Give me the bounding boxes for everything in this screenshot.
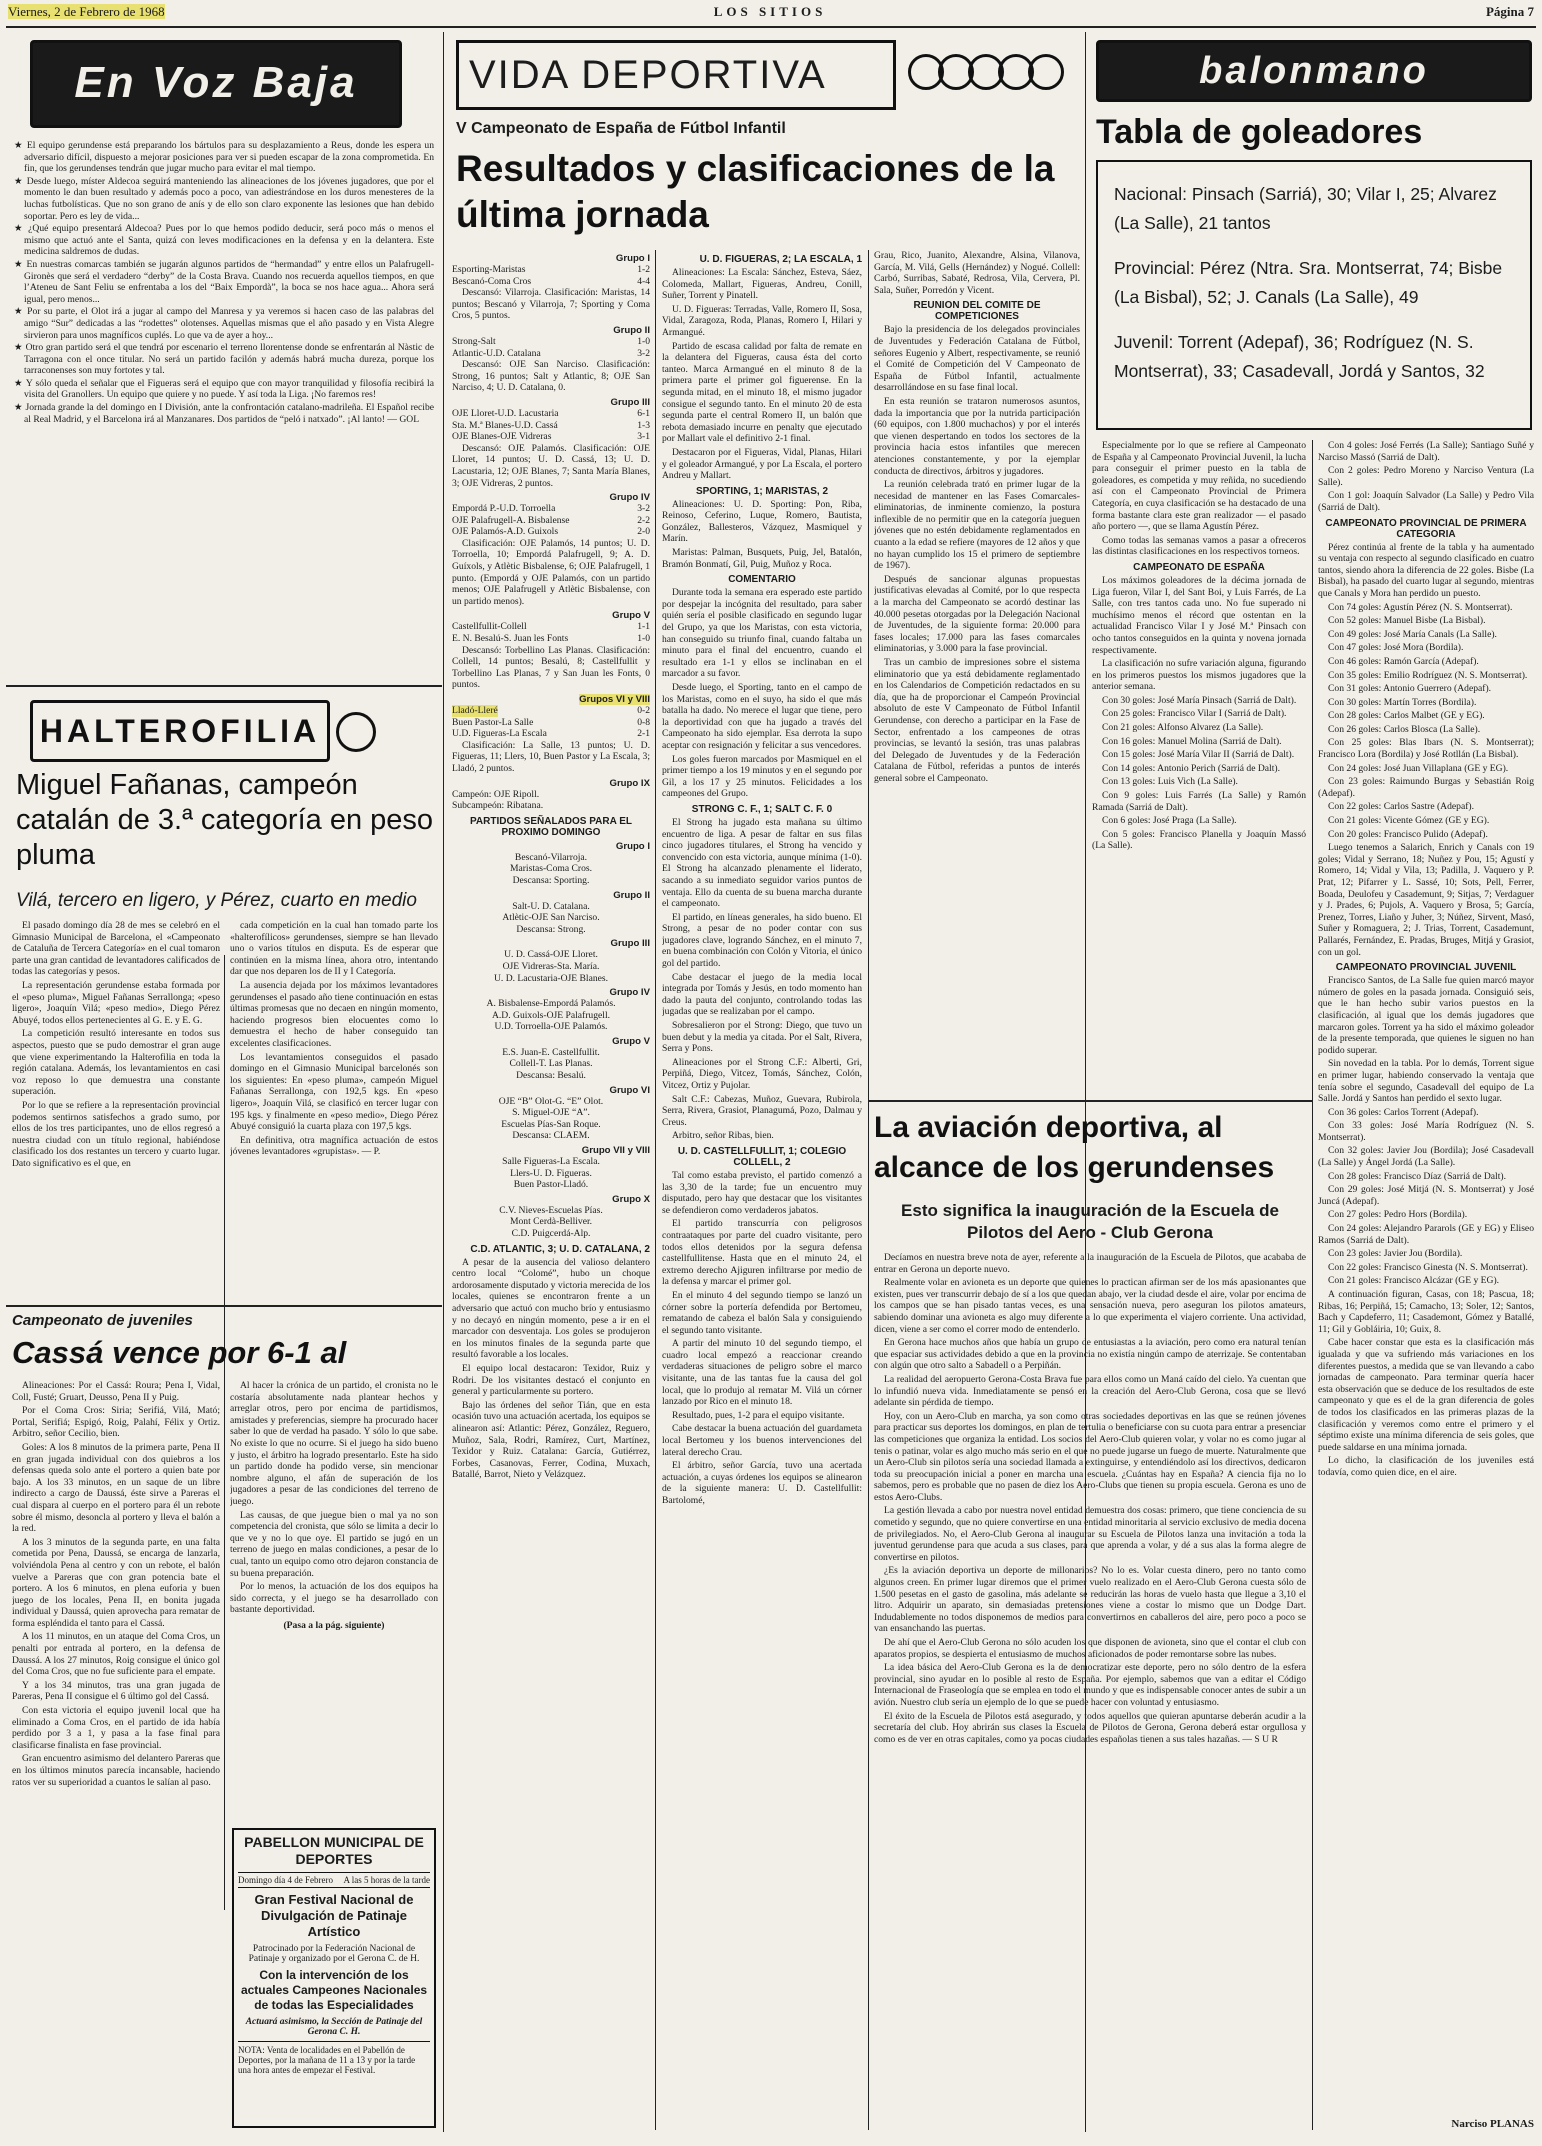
halterofilia-banner: HALTEROFILIA <box>30 700 330 762</box>
text-block: Grupo III <box>610 396 650 408</box>
partidos-title: PARTIDOS SEÑALADOS PARA EL PROXIMO DOMINGO <box>469 815 633 838</box>
result-row: Sta. M.ª Blanes-U.D. Cassá 1-3 <box>452 419 650 431</box>
header-rule <box>6 26 1536 28</box>
text-block: Realmente volar en avioneta es un deporte que quienes lo practican afirman ser de los más apasionantes que existen, pues ver transcurrir debajo de sí a los que quedan abajo, ver la ciudad desde el aire, volar por encima de los campos que se han pisado tantas veces, es una sensación nueva, pero aseguran los pilotos amateurs, sabiendo dominar una avioneta es algo muy diferente a lo que experimenta el viajero corriente. Una actividad, dicen, viene a ser como el correr modo de entenderlo. <box>874 1277 1306 1335</box>
vida-headline: Resultados y clasificaciones de la última jornada <box>456 148 1055 235</box>
text-block: La realidad del aeropuerto Gerona-Costa Brava fue para ellos como un Maná caído del cielo. Ya cuentan que lo infundió nueva vida. Inmediatamente se pensó en la creación del Aero-Club Gerona, cosa que se llevó adelante sin pérdida de tiempo. <box>874 1373 1306 1409</box>
section-rule <box>6 1305 442 1307</box>
text-block: Grupo V <box>612 610 650 622</box>
text-block: Por el Coma Cros: Siria; Serifiá, Vilá, Mató; Portal, Serifiá; Espigó, Roig, Palahí, Félix y Ortiz. Arbitro, señor Cecilio, bien. <box>12 1405 220 1440</box>
voz-item: ★ Otro gran partido será el que tendrá por escenario el terreno llorentense donde se enfrentarán al Nàstic de Tarragona con el once titular. No será un partido facilón y además habrá mucha dureza, porque los tarraconenses son muy fortotes y tal. <box>14 342 434 377</box>
text-block: Con 23 goles: Javier Jou (Bordila). <box>1328 1248 1463 1260</box>
text-block: En esta reunión se trataron numerosos asuntos, dada la importancia que por la nutrida participación (60 equipos, con 1.800 muchachos) y por el interés que vienen despertando en todos los sectores de la provincia hacia estos infantiles que merecen atenciones constantemente, y por la ejemplar conducta de directivos, árbitros y jugadores. <box>874 395 1080 477</box>
voz-item: ★ ¿Qué equipo presentará Aldecoa? Pues por lo que hemos podido deducir, será poco más o menos el mismo que actuó ante el Santa, quizá con leves modificaciones en la defensa y en la delantera. Este medicina saldremos de dudas. <box>14 223 434 258</box>
text-block: La reunión celebrada trató en primer lugar de la necesidad de mantener en las Fases Comarcales-eliminatorias, de inminente comienzo, la postura inflexible de no permitir que en la categoría jueguen jóvenes que no estén debidamente reglamentados en cuanto a la edad se refiere (mayores de 12 años y que no hayan cumplido los 15 el primero de septiembre de 1967). <box>874 479 1080 572</box>
text-block: Con 20 goles: Francisco Pulido (Adepaf). <box>1328 828 1488 840</box>
text-block: El partido, en líneas generales, ha sido bueno. El Strong, a pesar de no poder contar con sus jugadores clave, logrando Sánchez, en el minuto 7, en buena combinación con Colón y Vitoria, el único gol del partido. <box>662 911 862 970</box>
result-row: OJE Palafrugell-A. Bisbalense 2-2 <box>452 514 650 526</box>
text-block: Con 74 goles: Agustín Pérez (N. S. Montserrat). <box>1328 601 1513 613</box>
text-block: Con 29 goles: José Mitjá (N. S. Montserrat) y José Juncá (Adepaf). <box>1318 1184 1534 1207</box>
text-block: A.D. Guixols-OJE Palafrugell. <box>491 1009 611 1021</box>
figueras-title: U. D. FIGUERAS, 2; LA ESCALA, 1 <box>699 254 862 265</box>
text-block: Descansa: CLAEM. <box>512 1130 590 1142</box>
section-rule <box>868 1100 1312 1102</box>
text-block: Con 35 goles: Emilio Rodríguez (N. S. Montserrat). <box>1328 669 1528 681</box>
text-block: Grupo I <box>615 840 650 852</box>
signature: Narciso PLANAS <box>1451 2118 1534 2130</box>
text-block: Con 6 goles: José Praga (La Salle). <box>1102 815 1237 827</box>
text-block: U. D. Cassá-OJE Lloret. <box>504 949 598 961</box>
text-block: Tras un cambio de impresiones sobre el sistema eliminatorio que ya está debidamente reglamentado en los Calendarios de Competición redactados en su día, que ha de proporcionar el Campeón Provincial absoluto de este V Campeonato de Fútbol Infantil Gerundense, con derecho a participar en la Fase de Sector, enfrentado a los campeones de otras provincias, se levantó la sesión, tras unas palabras del Delegado de Juventudes y de la Federación Catalana de Fútbol, referidas a puntos de interés general sobre el Campeonato. <box>874 657 1080 784</box>
text-block: Cabe hacer constar que esta es la clasificación más igualada y que va sufriendo más variaciones en los diferentes puestos, a medida que se van llevando a cabo jornadas de campeonato. Para terminar quería hacer esta observación que se deduce de los resultados de este campeonato y que es el de la gran diferencia de goles de todos los clasificados en las primeras plazas de la clasificación y veremos como entre el primero y el séptimo existe una mínima diferencia de seis goles, que puede saldarse en una mínima jornada. <box>1318 1337 1534 1453</box>
voz-item: ★ El equipo gerundense está preparando los bártulos para su desplazamiento a Reus, donde les espera un adversario difícil, dispuesto a mejorar posiciones para ver si pueden escapar de la zona comprometida. En fin, que los gerundenses tendrán que jugar mucho para evitar el mal tiempo. <box>14 140 434 175</box>
text-block: Con esta victoria el equipo juvenil local que ha eliminado a Coma Cros, en el partido de ida había perdido por 3 a 1, y pasa a la fase final para clasificarse finalista en fase provincial. <box>12 1705 220 1751</box>
result-row: Bescanó-Coma Cros 4-4 <box>452 275 650 287</box>
result-row: Atlantic-U.D. Catalana 3-2 <box>452 347 650 359</box>
text-block: A los 11 minutos, en un ataque del Coma Cros, un penalti por entrada al portero, en la defensa de Daussá. A los 27 minutos, Roig consigue el único gol del Coma Cros, que no fue suficiente para el empate. <box>12 1631 220 1678</box>
text-block: Con 30 goles: Martín Torres (Bordila). <box>1328 696 1477 708</box>
balonmano-banner: balonmano <box>1096 40 1532 102</box>
section-rule <box>6 685 442 687</box>
header-page-number: Página 7 <box>1485 4 1534 19</box>
text-block: Descansa: Besalú. <box>516 1070 586 1082</box>
text-block: Con 5 goles: Francisco Planella y Joaquín Massó (La Salle). <box>1092 828 1306 852</box>
text-block: U. D. Lacustaria-OJE Blanes. <box>493 972 609 984</box>
text-block: Con 22 goles: Carlos Sastre (Adepaf). <box>1328 801 1475 813</box>
text-block: En Gerona hace muchos años que había un grupo de entusiastas a la aviación, pero como era natural tenían que espaciar sus actividades debido a que en la provincia no existía ningún campo de aterrizaje. Se contentaban con algún que otro salto a Sabadell o a Perpiñán. <box>874 1337 1306 1372</box>
voz-item: ★ Jornada grande la del domingo en I División, ante la confrontación catalano-madrileña. El Español recibe al Real Madrid, y el Barcelona irá al Manzanares. Dos partidos de “peló i natxado”. ¡Al lanto! — GOL <box>14 402 434 425</box>
results-column <box>452 250 650 2140</box>
voz-item: ★ Desde luego, míster Aldecoa seguirá manteniendo las alineaciones de los jóvenes jugadores, que por el momento le dan buen resultado y además poco a poco, van adiestrándose en los duros menesteres de la luchas futbolísticas. Que no son grano de anís y de ello son claro exponente las lesiones que han debido soportar. Pero es ley de vida... <box>14 175 434 222</box>
aviacion-text <box>874 1252 1306 2132</box>
text-block: Alineaciones por el Strong C.F.: Alberti, Gri, Perpiñá, Diego, Vitcez, Tomás, Sánchez, Colón, Vitcez, Ortiz y Pujolar. <box>662 1056 862 1091</box>
text-block: Grau, Rico, Juanito, Alexandre, Alsina, Vilanova, García, M. Vilá, Gells (Hernández) y Nogué. Collell: Carbó, Surribas, Sabaté, Redrosa, Vila, Cervera, Pl. Sala, Suñer, Porredón y Vicent. <box>874 250 1080 296</box>
text-block: Con 25 goles: Blas Ibars (N. S. Montserrat); Francisco Lora (Bordila) y José Rotllán (La Bisbal). <box>1318 737 1534 761</box>
text-block: La clasificación no sufre variación alguna, figurando en los primeros puestos los mismos jugadores que la anterior semana. <box>1092 658 1306 693</box>
voz-item: ★ Por su parte, el Olot irá a jugar al campo del Manresa y ya veremos si hacen caso de las palabras del amigo “Sur” dedicadas a las “rodettes” olotenses. Aquellas mismas que el año pasado y en Vista Alegre sirvieron para unos magníficos cuplés. Lo que va de ayer a hoy... <box>14 306 434 341</box>
text-block: Arbitro, señor Ribas, bien. <box>672 1130 774 1142</box>
text-block: OJE “B” Olot-G. “E” Olot. <box>498 1095 604 1107</box>
text-block: Con 24 goles: Alejandro Pararols (GE y EG) y Eliseo Ramos (Sarriá de Dalt). <box>1318 1223 1534 1246</box>
text-block: Salt-U. D. Catalana. <box>512 900 590 912</box>
juveniles-kicker: Campeonato de juveniles <box>12 1312 193 1329</box>
text-block: El Strong ha jugado esta mañana su último encuentro de liga. A pesar de faltar en sus filas cinco jugadores titulares, el Strong ha vencido y convencido con esta victoria, aunque mínima (1-0). El Strong ha alcanzado plenamente el liderato, sacando a su inmediato seguidor varios puntos de ventaja. Ello da cuenta de su buena marcha durante el campeonato. <box>662 816 862 910</box>
text-block: Escuelas Pías-San Roque. <box>501 1118 601 1130</box>
goleadores-headline: Tabla de goleadores <box>1096 113 1423 151</box>
text-block: Sin novedad en la tabla. Por lo demás, Torrent sigue en primer lugar, habiendo conservado la ventaja que tenía sobre el segundo, Casadevall del equipo de La Salle. Jordá y Santos han perdido el sexto lugar. <box>1318 1058 1534 1105</box>
balonmano-left-column <box>1092 440 1306 1090</box>
text-block: Grupo II <box>613 889 650 901</box>
vida-deportiva-banner: VIDA DEPORTIVA <box>456 40 896 110</box>
text-block: En definitiva, otra magnífica actuación de estos jóvenes levantadores «grupistas». — P. <box>230 1134 438 1158</box>
result-row: OJE Lloret-U.D. Lacustaria 6-1 <box>452 407 650 419</box>
text-block: La gestión llevada a cabo por nuestra novel entidad demuestra dos cosas: primero, que tiene conciencia de su cometido y segundo, que no quiere convertirse en una entidad minoritaria al servicio exclusivo de media docena de privilegiados. No, el Aero-Club Gerona al inaugurar su Escuela de Pilotos lanza una invitación a toda la juventud gerundense para que acuda a sus clases, para que aprenda a volar, y dé a sus alas la forma alegre de convertirse en pilotos. <box>874 1505 1306 1563</box>
text-block: Como todas las semanas vamos a pasar a ofreceros las distintas clasificaciones en los respectivos torneos. <box>1092 534 1306 558</box>
column-rule <box>1312 440 1313 2130</box>
halter-text-right <box>230 920 438 1300</box>
text-block: Desde luego, el Sporting, tanto en el campo de los Maristas, como en el suyo, ha sido el que más batalla ha dado. No merece el lugar que tiene, pero la deportividad con que ha jugado a través del Campeonato ha sido ejemplar. Esa derrota la supo aceptar con resignación y felicitar a sus vencedores. <box>662 682 862 751</box>
text-block: Con 16 goles: Manuel Molina (Sarriá de Dalt). <box>1102 735 1282 747</box>
text-block: Clasificación: La Salle, 13 puntos; U. D. Figueras, 11; Llers, 10, Buen Pastor y La Escala, 3; Lladó, 2 puntos. <box>452 739 650 774</box>
text-block: Con 15 goles: José María Vilar II (Sarriá de Dalt). <box>1102 749 1295 761</box>
voz-item: ★ En nuestras comarcas también se jugarán algunos partidos de “hermandad” y entre ellos un Palafrugell-Gironès que será el verdadero “derby” de la Costa Brava. Cuando nos recuerda aquellos tiempos, en que l’Ateneu de Sant Feliu se enfrentaba a los del “Baix Empordà”, la boca se nos hace agua... Ahora será igual, pero menos... <box>14 258 434 305</box>
en-voz-baja-banner: En Voz Baja <box>30 40 402 128</box>
match-reports-column <box>662 250 862 2140</box>
goleadores-box: Nacional: Pinsach (Sarriá), 30; Vilar I, 25; Alvarez (La Salle), 21 tantos Provincial: Pérez (Ntra. Sra. Montserrat, 74; Bisbe (La Bisbal), 52; J. Canals (La Salle), 49 Juvenil: Torrent (Adepaf), 36; Rodríguez (N. S. Montserrat), 33; Casadevall, Jordá y Santos, 32 <box>1096 160 1532 430</box>
text-block: Con 52 goles: Manuel Bisbe (La Bisbal). <box>1328 615 1486 627</box>
text-block: Grupo IV <box>609 492 650 504</box>
juveniles-headline: Cassá vence por 6-1 al <box>12 1335 347 1370</box>
text-block: A partir del minuto 10 del segundo tiempo, el cuadro local empezó a reaccionar creando verdaderas situaciones de peligro sobre el marco visitante, una de las tantas fue la causa del gol local, que lo produjo al rematar M. Vilá un córner lanzado por Rico en el minuto 18. <box>662 1338 862 1408</box>
text-block: Partido de escasa calidad por falta de remate en la delantera del Figueras, causa ésta del corto tanteo. Marca Armangué en el minuto 8 de la primera parte el primer gol figuerense. En la segunda mitad, en el minuto 18, el mismo jugador consigue el segundo tanto. En el minuto 20 de esta segunda parte el central Romero II, un balón que rebota demasiado incurre en penalty que ejecutado por Mallart vale el definitivo 2-1 final. <box>662 340 862 445</box>
atlantic-title: C.D. ATLANTIC, 3; U. D. CATALANA, 2 <box>470 1243 650 1255</box>
halter-text-left <box>12 920 220 1300</box>
text-block: Los máximos goleadores de la décima jornada de Liga fueron, Vilar I, del Sant Boi, y Luis Farrés, de La Salle, con tres tantos cada uno. No fue superado ni muchísimo menos el récord que ostentan en la actualidad Francisco Vilar I y José M.ª Pinsach con ocho tantos conseguidos en la quinta y novena jornada respectivamente. <box>1092 574 1306 656</box>
header-paper-name: LOS SITIOS <box>713 4 827 19</box>
text-block: Con 22 goles: Francisco Ginesta (N. S. Montserrat). <box>1328 1261 1528 1273</box>
text-block: Clasificación: OJE Palamós, 14 puntos; U. D. Torroella, 10; Empordá Palafrugell, 9; A. D. Guíxols, y Atlètic Bisbalense, 6; OJE Palafrugell, 1 punto. (Empordá y OJE Palamós, con un partido menos; OJE Palafrugell y Atlètic Bisbalense, con un partido menos). <box>452 537 650 607</box>
text-block: Grupo IX <box>609 777 650 789</box>
text-block: De ahí que el Aero-Club Gerona no sólo acuden los que disponen de avioneta, sino que el contar el club con aparatos propios, se despierta el entusiasmo de muchos aficionados de poder remontarse sobre las nubes. <box>874 1637 1306 1660</box>
text-block: El partido transcurría con peligrosos contraataques por parte del cuadro visitante, pero todos ellos detenidos por la segura defensa castellfullitense. Hasta que en el minuto 24, el extremo derecho Ajiguren infiltrarse por medio de la defensa y marcar el primer gol. <box>662 1218 862 1288</box>
text-block: Con 21 goles: Alfonso Alvarez (La Salle). <box>1102 722 1264 734</box>
text-block: Después de sancionar algunas propuestas justificativas elevadas al Comité, por lo que respecta a la marcha del Campeonato se acordó destinar las 40.000 pesetas otorgadas por la Delegación Nacional de Juventudes, de la siguiente forma: 20.000 para fases locales; 17.000 para las fases comarcales eliminatorias, y 3.000 para la fase provincial. <box>874 573 1080 655</box>
text-block: Con 28 goles: Francisco Díaz (Sarriá de Dalt). <box>1328 1170 1506 1182</box>
voz-item: ★ Y sólo queda el señalar que el Figueras será el equipo que con mayor tranquilidad y filosofía recibirá la visita del Granollers. Un equipo que quiere y no puede. Y así toda la Liga. ¡No faremos res! <box>14 377 434 401</box>
result-row: Esporting-Maristas 1-2 <box>452 264 650 275</box>
text-block: Salt C.F.: Cabezas, Muñoz, Guevara, Rubirola, Serra, Rivera, Grasiot, Planagumá, Pozo, Dalmau y Creus. <box>662 1093 862 1128</box>
text-block: Grupos VI y VIII <box>579 694 650 705</box>
text-block: Grupo IV <box>609 987 650 999</box>
text-block: Al hacer la crónica de un partido, el cronista no le costaría absolutamente nada plantear hechos y arreglar otros, pero por encima de partidismos, amistades y preferencias, siempre ha procurado hacer saber lo que de verdad ha pasado. Y sólo lo que sabe. No existe lo que no ocurre. Si el juego ha sido bueno y justo, el árbitro ha logrado presentarlo. Este ha sido un partido donde ha podido verse, sin mencionar nombre alguno, el afán de superación de los jugadores a pesar de las condiciones del terreno de juego. <box>230 1380 438 1507</box>
text-block: Con 31 goles: Antonio Guerrero (Adepaf). <box>1328 683 1492 695</box>
text-block: Con 1 gol: Joaquín Salvador (La Salle) y Pedro Vila (Sarriá de Dalt). <box>1318 490 1534 513</box>
result-row: Buen Pastor-La Salle 0-8 <box>452 716 650 728</box>
text-block: Con 21 goles: Vicente Gómez (GE y EG). <box>1328 815 1490 827</box>
text-block: Lo dicho, la clasificación de los juveniles está todavía, como quien dice, en el aire. <box>1318 1455 1534 1478</box>
text-block: Bescanó-Vilarroja. <box>514 851 588 863</box>
juveniles-text-right <box>230 1380 438 1820</box>
patinaje-advertisement: PABELLON MUNICIPAL DE DEPORTES Domingo día 4 de Febrero A las 5 horas de la tarde Gran Festival Nacional de Divulgación de Patinaje Artístico Patrocinado por la Federación Nacional de Patinaje y organizado por el Gerona C. de H. Con la intervención de los actuales Campeones Nacionales de todas las Especialidades Actuará asimismo, la Sección de Patinaje del Gerona C. H. NOTA: Venta de localidades en el Pabellón de Deportes, por la mañana de 11 a 13 y por la tarde una hora antes de empezar el Festival. <box>232 1828 436 2128</box>
text-block: Atlètic-OJE San Narciso. <box>502 912 600 924</box>
text-block: Con 27 goles: Pedro Hors (Bordila). <box>1328 1209 1468 1221</box>
text-block: Alineaciones: La Escala: Sánchez, Esteva, Sáez, Colomeda, Mallart, Figueras, Andreu, Conill, Suñer, Torrent y Pinatell. <box>662 267 862 302</box>
text-block: Subcampeón: Ribatana. <box>452 800 544 812</box>
text-block: ¿Es la aviación deportiva un deporte de millonarios? No lo es. Volar cuesta dinero, pero no tanto como algunos creen. En primer lugar diremos que el primer vuelo realizado en el Aero-Club Gerona cuesta sólo de 1.500 pesetas en el gasto de gasolina, más adelante se reducirán las horas de vuelo hasta que llegue a 3,10 el litro. Adquirir un aparato, sin demasiadas pretensiones viene a costar lo mismo que un Dodge Dart. Indudablemente no todos disponemos de medios para convertirnos en caballeros del aire, pero poco a poco se van ensanchando las puertas. <box>874 1565 1306 1635</box>
text-block: Con 24 goles: José Juan Villaplana (GE y EG). <box>1328 762 1509 774</box>
text-block: Francisco Santos, de La Salle fue quien marcó mayor número de goles en la pasada jornada. Consiguió seis, que le han hecho subir varios puestos en la clasificación, al igual que los demás jugadores que marcaron goles. Torrent ya ha sido el máximo goleador de la presente temporada, que quienes le siguen no han podido superar. <box>1318 975 1534 1056</box>
espana-title: CAMPEONATO DE ESPAÑA <box>1133 561 1265 573</box>
text-block: Especialmente por lo que se refiere al Campeonato de España y al Campeonato Provincial Juvenil, la lucha para conseguir el primer puesto en la tabla de goleadores, es competida y muy reñida, no sucediendo así con el Campeonato Provincial de Primera Categoría, en cuya clasificación se ha destacado de una forma bastante clara este gran realizador — el pasado año portero —, que se llama Agustín Pérez. <box>1092 440 1306 533</box>
halter-subhead: Vilá, tercero en ligero, y Pérez, cuarto en medio <box>16 890 417 911</box>
text-block: Con 23 goles: Raimundo Burgas y Sebastián Roig (Adepaf). <box>1318 776 1534 799</box>
text-block: Collell-T. Las Planas. <box>509 1058 593 1070</box>
text-block: Descansó: OJE Palamós. Clasificación: OJE Lloret, 14 puntos; U. D. Cassá, 13; U. D. Lacustaria, 12; OJE Blanes, 7; Santa María Blanes, 3; OJE Vidreras, 2 puntos. <box>452 442 650 489</box>
text-block: La competición resultó interesante en todos sus aspectos, puesto que se pudo demostrar el gran auge que viene experimentando la Halterofilia en toda la región catalana. Además, los levantamientos en casi voz reposo lo que demuestra una constante superación. <box>12 1028 220 1098</box>
text-block: U. D. Figueras: Terradas, Valle, Romero II, Sosa, Vidal, Zaragoza, Roda, Planas, Romero I, Hilari y Armangué. <box>662 303 862 338</box>
text-block: A. Bisbalense-Empordá Palamós. <box>486 998 616 1010</box>
sporting-title: SPORTING, 1; MARISTAS, 2 <box>695 485 829 497</box>
text-block: Por lo que se refiere a la representación provincial podemos sentirnos satisfechos a grado sumo, por ellos de los tres participantes, uno de ellos regresó a nuestra ciudad con un título regional, habiéndose clasificado los dos restantes un tercero y cuarto lugar. Dato significativo es el que, en <box>12 1099 220 1169</box>
text-block: Con 2 goles: Pedro Moreno y Narciso Ventura (La Salle). <box>1318 465 1534 488</box>
text-block: Con 32 goles: Javier Jou (Bordila); José Casadevall (La Salle) y Ángel Jordá (La Salle). <box>1318 1145 1534 1169</box>
text-block: Descansó: Vilarroja. Clasificación: Maristas, 14 puntos; Bescanó y Vilarroja, 7; Sporting y Coma Cros, 5 puntos. <box>452 287 650 322</box>
text-block: La idea básica del Aero-Club Gerona es la de democratizar este deporte, pero no sólo dentro de la esfera provincial, sino ayudar en lo posible al resto de España. Por ejemplo, sabemos que van a editar el Código Internacional de Fraseología que se emplea en todo el mundo y que es indispensable conocer antes de subir a un avión. Nuestro club sería un ejemplo de lo que se puede hacer con voluntad y entusiasmo. <box>874 1662 1306 1708</box>
text-block: Con 14 goles: Antonio Perich (Sarriá de Dalt). <box>1102 762 1280 774</box>
text-block: Grupo V <box>612 1035 650 1047</box>
text-block: Con 30 goles: José María Pinsach (Sarriá de Dalt). <box>1102 694 1297 706</box>
result-row: U.D. Figueras-La Escala 2-1 <box>452 728 650 740</box>
text-block: Descansa: Sporting. <box>512 874 590 886</box>
text-block: Durante toda la semana era esperado este partido por despejar la incógnita del resultado, para saber quién sería el posible clasificado en segundo lugar del Grupo, ya que los Maristas, con esta victoria, han conseguido su triunfo final, cuando faltaba un minuto para el final del encuentro, cuando el resultado era 1-1 y ellos se inclinaban en el marcador a su favor. <box>662 587 862 680</box>
text-block: Decíamos en nuestra breve nota de ayer, referente a la inauguración de la Escuela de Pilotos, que acababa de entrar en Gerona un deporte nuevo. <box>874 1252 1306 1275</box>
text-block: S. Miguel-OJE “A”. <box>512 1107 590 1119</box>
column-rule <box>655 250 656 2130</box>
text-block: Cabe destacar el juego de la media local integrada por Tomás y Jesús, en todo momento han dado la pauta del conjunto, controlando todas las jugadas que se realizaban por el campo. <box>662 971 862 1018</box>
text-block: OJE Vidreras-Sta. María. <box>502 960 600 972</box>
vida-kicker: V Campeonato de España de Fútbol Infantil <box>456 120 786 137</box>
result-row: Empordá P.-U.D. Torroella 3-2 <box>452 503 650 515</box>
text-block: C.V. Nieves-Escuelas Pías. <box>499 1204 603 1216</box>
text-block: Alineaciones: U. D. Sporting: Pon, Riba, Reinoso, Ceferino, Luque, Romero, Bautista, González, Ballesteros, Vázquez, Masmiquel y Marín. <box>662 498 862 545</box>
strong-title: STRONG C. F., 1; SALT C. F. 0 <box>691 803 833 815</box>
text-block: El pasado domingo día 28 de mes se celebró en el Gimnasio Municipal de Barcelona, el «Campeonato de Cataluña de Tercera Categoría» en el cual tomaron parte una gran cantidad de levantadores calificados de todas las categorías y pesos. <box>12 920 220 978</box>
balonmano-right-column <box>1318 440 1534 2140</box>
text-block: Pérez continúa al frente de la tabla y ha aumentado su ventaja con respecto al segundo clasificado en cuatro tantos, siendo ahora la diferencia de 22 goles. Bisbe (La Bisbal), ha pasado del cuarto lugar al segundo, mientras que Canals y Mora han perdido un puesto. <box>1318 541 1534 599</box>
text-block: Goles: A los 8 minutos de la primera parte, Pena II en gran jugada individual con dos quiebros a los defensas queda solo ante el portero a quien bate por bajo. A los 33 minutos, en un saque de un libre indirecto a cargo de Daussá, éste sirve a Pareras el cual dispara al cuerpo en el portero para él un rebote sobre él mismo, desoncla al portero y lleva el balón a la red. <box>12 1441 220 1535</box>
text-block: Con 26 goles: Carlos Blosca (La Salle). <box>1328 723 1481 735</box>
text-block: Buen Pastor-Lladó. <box>513 1179 589 1191</box>
text-block: Maristas-Coma Cros. <box>509 863 593 875</box>
text-block: A continuación figuran, Casas, con 18; Pascua, 18; Ribas, 16; Perpiñá, 15; Camacho, 13; Soler, 12; Santos, Bach y Capdeferro, 11; Casademont, Gómez y Batallé, 11; Gil y Gobláiria, 10; Guix, 8. <box>1318 1289 1534 1335</box>
text-block: Grupo X <box>612 1193 650 1205</box>
text-block: La ausencia dejada por los máximos levantadores gerundenses el pasado año tiene continuación en estas últimas promesas que no decaen en ningún momento, haciendo progresos bien elocuentes como lo demuestra el hecho de haber conseguido tan excelentes clasificaciones. <box>230 979 438 1049</box>
text-block: Grupo VI <box>609 1084 650 1096</box>
text-block: Gran encuentro asimismo del delantero Pareras que en los últimos minutos parecía incansable, haciendo ratos ver su superioridad a cuantos le salían al paso. <box>12 1753 220 1788</box>
text-block: Cabe destacar la buena actuación del guardameta local Bertomeu y los buenos intervenciones del lateral derecho Crau. <box>662 1423 862 1458</box>
text-block: Llers-U. D. Figueras. <box>510 1167 592 1179</box>
text-block: Los goles fueron marcados por Masmiquel en el primer tiempo a los 19 minutos y en el segundo por Gil, a los 17 y 25 minutos. Felicidades a los campeones del Grupo. <box>662 753 862 800</box>
text-block: Sobresalieron por el Strong: Diego, que tuvo un buen debut y la media ya citada. Por el Salt, Rivera, Serra y Pons. <box>662 1020 862 1055</box>
comentario-title: COMENTARIO <box>728 574 796 586</box>
text-block: Con 28 goles: Carlos Malbet (GE y EG). <box>1328 710 1485 722</box>
text-block: Resultado, pues, 1-2 para el equipo visitante. <box>672 1409 845 1421</box>
olympic-rings-icon <box>908 54 1064 95</box>
result-row: Strong-Salt 1-0 <box>452 335 650 347</box>
competiciones-column <box>874 250 1080 1090</box>
text-block: Mont Cerdà-Belliver. <box>509 1216 593 1228</box>
text-block: Grupo III <box>610 938 650 950</box>
text-block: E.S. Juan-E. Castellfullit. <box>502 1046 600 1058</box>
text-block: C.D. Puigcerdá-Alp. <box>511 1228 591 1239</box>
result-row: Lladó-Lleré 0-2 <box>452 705 650 716</box>
text-block: Con 9 goles: Luis Farrés (La Salle) y Ramón Ramada (Sarriá de Dalt). <box>1092 790 1306 813</box>
text-block: El equipo local destacaron: Texidor, Ruiz y Rodri. De los visitantes destacó el conjunto en general y particularmente su portero. <box>452 1362 650 1398</box>
text-block: Con 4 goles: José Ferrés (La Salle); Santiago Suñé y Narciso Massó (Sarriá de Dalt). <box>1318 440 1534 463</box>
en-voz-baja-body <box>14 140 434 680</box>
column-rule <box>224 1560 225 1910</box>
primera-title: CAMPEONATO PROVINCIAL DE PRIMERA CATEGORIA <box>1325 517 1527 540</box>
text-block: Maristas: Palman, Busquets, Puig, Jel, Batalón, Bramón Bonmatí, Gil, Puig, Muñoz y Roca. <box>662 547 862 570</box>
text-block: Luego tenemos a Salarich, Enrich y Canals con 19 goles; Vidal y Serrano, 18; Nuñez y Pou, 15; Agustí y Romero, 14; Vidal y Vila, 13; Padilla, J. Vaquero y P. Prat, 12; Pifarrer y L. Sassé, 10; Sots, Pell, Ferrer, Boada, Deulofeu y Casademunt, 9; Sitjas, 7; Verdaguer y J. Prades, 6; Pujols, A. Vaquero y Brosa, 5; García, Prenez, Torres, Liaño y Juher, 3; Núñez, Sirvent, Masó, Suñer y Romaguera, 2; J. Trias, Torrent, Casademunt, Pallarés, Fernández, E. Pradas, Bruges, Mitjá y Grasiot, con un gol. <box>1318 842 1534 958</box>
text-block: Por lo menos, la actuación de los dos equipos ha sido correcta, y el juego se ha desarrollado con bastante deportividad. <box>230 1581 438 1616</box>
text-block: Y a los 34 minutos, tras una gran jugada de Pareras, Pena II consigue el 6 último gol del Cassá. <box>12 1679 220 1703</box>
text-block: En el minuto 4 del segundo tiempo se lanzó un córner sobre la portería defendida por Bertomeu, rematando de cabeza el balón Sala y consiguiendo el segundo tanto visitante. <box>662 1289 862 1336</box>
text-block: El éxito de la Escuela de Pilotos está asegurado, y todos aquellos que quieran apuntarse deberán acudir a la secretaría del club. Hoy abrirán sus clases la Escuela de Pilotos de Gerona, Gerona deberá estar orgullosa y como es de ver en otras capitales, como ya pocas ciudades españolas tienen a sus tales hazañas. — S U R <box>874 1710 1306 1745</box>
aviacion-headline: La aviación deportiva, al alcance de los gerundenses <box>874 1111 1275 1184</box>
text-block: U.D. Torroella-OJE Palamós. <box>494 1021 608 1033</box>
text-block: Con 21 goles: Francisco Alcázar (GE y EG). <box>1328 1275 1500 1287</box>
castellfullit-title: U. D. CASTELLFULLIT, 1; COLEGIO COLLELL, 2 <box>677 1145 847 1168</box>
text-block: Descansó: Torbellino Las Planas. Clasificación: Collell, 14 puntos; Besalú, 8; Castellfullit y Torbellino Las Planas, 7 y San Juan les Fonts, 0 puntos. <box>452 644 650 691</box>
text-block: Grupo I <box>615 253 650 264</box>
text-block: Con 36 goles: Carlos Torrent (Adepaf). <box>1328 1106 1479 1118</box>
text-block: A pesar de la ausencia del valioso delantero centro local “Colomé”, hubo un choque ardorosamente disputado y victoria merecida de los locales, quienes se encontraron frente a un adversario que actuó con mucho brío y entusiasmo y no decayó en ningún momento, pese a ir en el marcador con desventaja. Los goles se produjeron en los minutos finales de la segunda parte que resultó favorable a los locales. <box>452 1256 650 1361</box>
text-block: Los levantamientos conseguidos el pasado domingo en el Gimnasio Municipal barcelonés son los siguientes: En «peso pluma», campeón Miguel Fañanas Serrallonga, con 192,5 kgs. En «peso ligero», Joaquín Vilá, se clasificó en tercer lugar con 195 kgs. y finalmente en «peso medio», Diego Pérez Abuyé consiguió la cuarta plaza con 197,5 kgs. <box>230 1051 438 1133</box>
aviacion-subhead: Esto significa la inauguración de la Escuela de Pilotos del Aero - Club Gerona <box>901 1201 1279 1242</box>
text-block: Tal como estaba previsto, el partido comenzó a las 3,30 de la tarde; fue un encuentro muy disputado, pero hay que destacar que los visitantes se defendieron como verdaderos jabatos. <box>662 1169 862 1216</box>
text-block: Grupo II <box>613 324 650 336</box>
continued-note: (Pasa a la pág. siguiente) <box>283 1619 385 1631</box>
text-block: Alineaciones: Por el Cassá: Roura; Pena I, Vidal, Coll, Fusté; Gruart, Deusso, Pena II y Puig. <box>12 1380 220 1403</box>
text-block: Grupo VII y VIII <box>581 1145 650 1157</box>
column-rule <box>868 250 869 2130</box>
text-block: Campeón: OJE Ripoll. <box>452 788 540 800</box>
text-block: Con 47 goles: José Mora (Bordila). <box>1328 642 1464 654</box>
text-block: Bajo la presidencia de los delegados provinciales de Juventudes y Federación Catalana de Fútbol, señores Eugenio y Albert, respectivamente, se reunió el Comité de Competición del V Campeonato de España de Fútbol Infantil, actualmente desarrollándose en su fase final local. <box>874 324 1080 394</box>
text-block: Bajo las órdenes del señor Tián, que en esta ocasión tuvo una actuación acertada, los equipos se alinearon así: Atlantic: Pérez, González, Reguero, Muñoz, Sala, Rodri, Ramírez, Curt, Martínez, Texidor y Ruiz. Catalana: García, Gutiérrez, Forbes, Casanovas, Ferrer, Codina, Muxach, Batallé, Barrot, Nieto y Velázquez. <box>452 1399 650 1481</box>
column-rule <box>443 32 444 2132</box>
header-date: Viernes, 2 de Febrero de 1968 <box>8 4 165 19</box>
text-block: Con 46 goles: Ramón García (Adepaf). <box>1328 655 1479 667</box>
text-block: Descansa: Strong. <box>516 923 586 935</box>
result-row: Castellfullit-Collell 1-1 <box>452 621 650 633</box>
text-block: Con 13 goles: Luis Vich (La Salle). <box>1102 776 1238 788</box>
juveniles-text-left <box>12 1380 220 2140</box>
text-block: Hoy, con un Aero-Club en marcha, ya son como otras sociedades deportivas en las que se reúnen jóvenes para practicar sus deportes los domingos, en plan de tertulia o beneficiarse con su cuota para entrar a presenciar las competiciones que organiza la entidad. Los socios del Aero-Club quieren volar, y volar no es como jugar al tenis o patinar, volar es algo mucho más serio en el que no puede jugarse un fuego de muerte. Naturalmente que un Aero-Club sin pilotos sería una sociedad llamada a extinguirse, y entendiéndolo así los directivos, dedicaron toda su preocupación inicial a poner en marcha una escuela. ¿Cuántas hay en España? A ciencia fija no lo sabemos, pero es probable que no pasen de diez los Aero-Clubs que tienen su propia escuela. Gerona es uno de estos Aero-Clubs. <box>874 1410 1306 1503</box>
result-row: OJE Blanes-OJE Vidreras 3-1 <box>452 431 650 443</box>
reunion-title: REUNION DEL COMITE DE COMPETICIONES <box>913 300 1041 323</box>
text-block: La representación gerundense estaba formada por el «peso pluma», Miguel Fañanas Serrallonga; «peso ligero», Joaquín Vilá; «peso medio», Diego Pérez Abuyé, todos ellos pertenecientes al G. E. y E. G. <box>12 979 220 1026</box>
text-block: Las causas, de que juegue bien o mal ya no son competencia del cronista, que sólo se limita a decir lo que ve y no lo que oye. El partido se jugó en un terreno de juego en malas condiciones, a pesar de lo cual, tanto un equipo como otro dejaron constancia de su buena preparación. <box>230 1509 438 1579</box>
text-block: Destacaron por el Figueras, Vidal, Planas, Hilari y el goleador Armangué, y por La Escala, el portero Andreu y Mallart. <box>662 446 862 482</box>
text-block: Con 49 goles: José María Canals (La Salle). <box>1328 628 1497 640</box>
text-block: cada competición en la cual han tomado parte los «halterofílicos» gerundenses, siempre se han llevado uno o varios títulos en disputa. Es de esperar que continúen en la misma línea, ahora otro, intentando dar que nos deparen los de II y I Categoría. <box>230 920 438 978</box>
text-block: Descansó: OJE San Narciso. Clasificación: Strong, 16 puntos; Salt y Atlantic, 8; OJE San Narciso, 4; U. D. Catalana, 0. <box>452 359 650 394</box>
text-block: A los 3 minutos de la segunda parte, en una falta cometida por Pena, Daussá, se encarga de lanzarla, volviéndola Pena al centro y con un rebote, el balón vuelve a Pareras que con gran potencia bate el portero. A los 6 minutos, en plena euforia y buen juego de los locales, Pena II, en bonita jugada individual y Daussá, quien aprovecha para rematar de forma espléndida el tanto para el Cassá. <box>12 1536 220 1629</box>
barbell-icon <box>336 712 376 752</box>
text-block: El árbitro, señor García, tuvo una acertada actuación, a cuyas órdenes los equipos se alinearon de la siguiente manera: U. D. Castellfullit: Bartolomé, <box>662 1460 862 1506</box>
result-row: OJE Palamós-A.D. Guixols 2-0 <box>452 526 650 538</box>
text-block: Salle Figueras-La Escala. <box>502 1156 600 1168</box>
juvenil-title: CAMPEONATO PROVINCIAL JUVENIL <box>1335 962 1517 974</box>
halter-headline: Miguel Fañanas, campeón catalán de 3.ª categoría en peso pluma <box>16 769 434 871</box>
text-block: Con 33 goles: José María Rodríguez (N. S. Montserrat). <box>1318 1120 1534 1143</box>
result-row: E. N. Besalú-S. Juan les Fonts 1-0 <box>452 633 650 645</box>
text-block: Con 25 goles: Francisco Vilar I (Sarriá de Dalt). <box>1102 708 1287 720</box>
